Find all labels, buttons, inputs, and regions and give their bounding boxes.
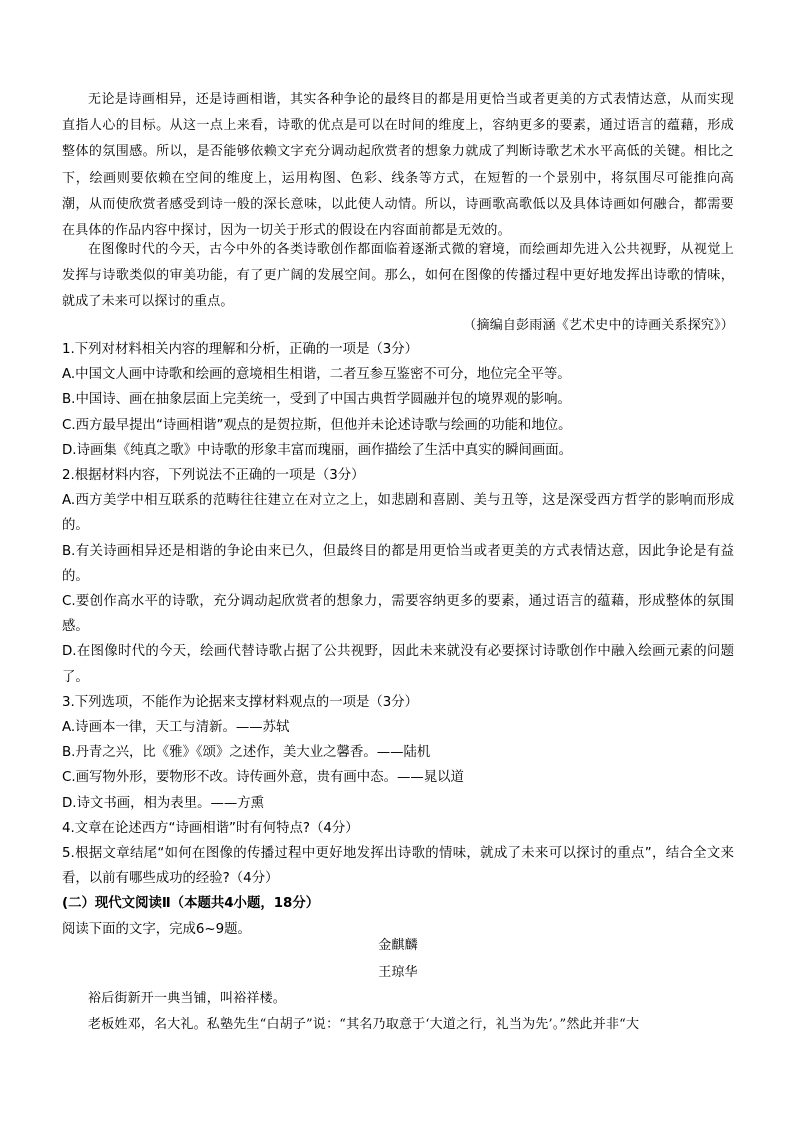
question-2-option-c: C.要创作高水平的诗歌，充分调动起欣赏者的想象力，需要容纳更多的要素，通过语言的蕴藉，形成整体的氛围感。 [62,594,734,635]
question-1-option-d: D.诗画集《纯真之歌》中诗歌的形象丰富而瑰丽，画作描绘了生活中真实的瞬间画面。 [62,442,573,458]
question-3-option-c: C.画写物外形，要物形不改。诗传画外意，贵有画中态。——晁以道 [62,770,464,786]
question-4: 4.文章在论述西方“诗画相谐”时有何特点?（4分） [62,820,359,836]
question-1-stem: 1.下列对材料相关内容的理解和分析，正确的一项是（3分） [62,342,419,357]
question-1-option-a: A.中国文人画中诗歌和绘画的意境相生相谐，二者互参互鉴密不可分，地位完全平等。 [62,367,571,383]
question-3-option-d: D.诗文书画，相为表里。——方熏 [62,795,265,811]
section-2-instruction: 阅读下面的文字，完成6~9题。 [62,921,251,937]
question-2-option-b: B.有关诗画相异还是相谐的争论由来已久，但最终目的都是用更恰当或者更美的方式表情达意，因此争论是有益的。 [62,543,734,584]
question-1-option-c: C.西方最早提出“诗画相谐”观点的是贺拉斯，但他并未论述诗歌与绘画的功能和地位。 [62,417,572,433]
story-title: 金麒麟 [378,938,418,953]
question-3-stem: 3.下列选项，不能作为论据来支撑材料观点的一项是（3分） [62,694,419,710]
essay-paragraph-1: 无论是诗画相异，还是诗画相谐，其实各种争论的最终目的都是用更恰当或者更美的方式表情达意，从而实现直指人心的目标。从这一点上来看，诗歌的优点是可以在时间的维度上，容纳更多的要素，通过语言的蕴藉，形成整体的氛围感。所以，是否能够依赖文字充分调动起欣赏者的想象力就成了判断诗歌艺术水平高低的关键。相比之下，绘画则要依赖在空间的维度上，运用构图、色彩、线条等方式，在短暂的一个景别中，将氛围尽可能推向高潮，从而使欣赏者感受到诗一般的深长意味，以此使人动情。所以，诗画歌高歌低以及具体诗画如何融合，都需要在具体的作品内容中探讨，因为一切关于形式的假设在内容面前都是无效的。 [62,92,734,239]
essay-source: （摘编自彭雨涵《艺术史中的诗画关系探究》） [463,318,734,333]
question-2-option-a: A.西方美学中相互联系的范畴往往建立在对立之上，如悲剧和喜剧、美与丑等，这是深受西方哲学的影响而形成的。 [62,493,734,534]
section-2-heading: (二）现代文阅读Ⅱ（本题共4小题，18分） [62,896,320,912]
question-5: 5.根据文章结尾“如何在图像的传播过程中更好地发挥出诗歌的情味，就成了未来可以探讨的重点”，结合全文来看，以前有哪些成功的经验?（4分） [62,846,734,887]
essay-paragraph-2: 在图像时代的今天，古今中外的各类诗歌创作都面临着逐渐式微的窘境，而绘画却先进入公共视野，从视觉上发挥与诗歌类似的审美功能，有了更广阔的发展空间。那么，如何在图像的传播过程中更好地发挥出诗歌的情味，就成了未来可以探讨的重点。 [62,242,734,310]
question-2-stem: 2.根据材料内容，下列说法不正确的一项是（3分） [62,468,365,484]
question-list [62,337,734,942]
story-line-1: 裕后街新开一典当铺，叫裕祥楼。 [88,991,287,1006]
question-3-option-b: B.丹青之兴，比《雅》《颂》之述作，美大业之馨香。——陆机 [62,745,431,761]
story-author: 王琼华 [378,965,418,980]
question-3-option-a: A.诗画本一律，天工与清新。——苏轼 [62,720,290,736]
story-line-2: 老板姓邓，名大礼。私塾先生“白胡子”说：“其名乃取意于‘大道之行，礼当为先’。”然此并非“大 [88,1017,640,1032]
question-2-option-d: D.在图像时代的今天，绘画代替诗歌占据了公共视野，因此未来就没有必要探讨诗歌创作中融入绘画元素的问题了。 [62,644,734,685]
question-1-option-b: B.中国诗、画在抽象层面上完美统一，受到了中国古典哲学圆融并包的境界观的影响。 [62,392,571,408]
